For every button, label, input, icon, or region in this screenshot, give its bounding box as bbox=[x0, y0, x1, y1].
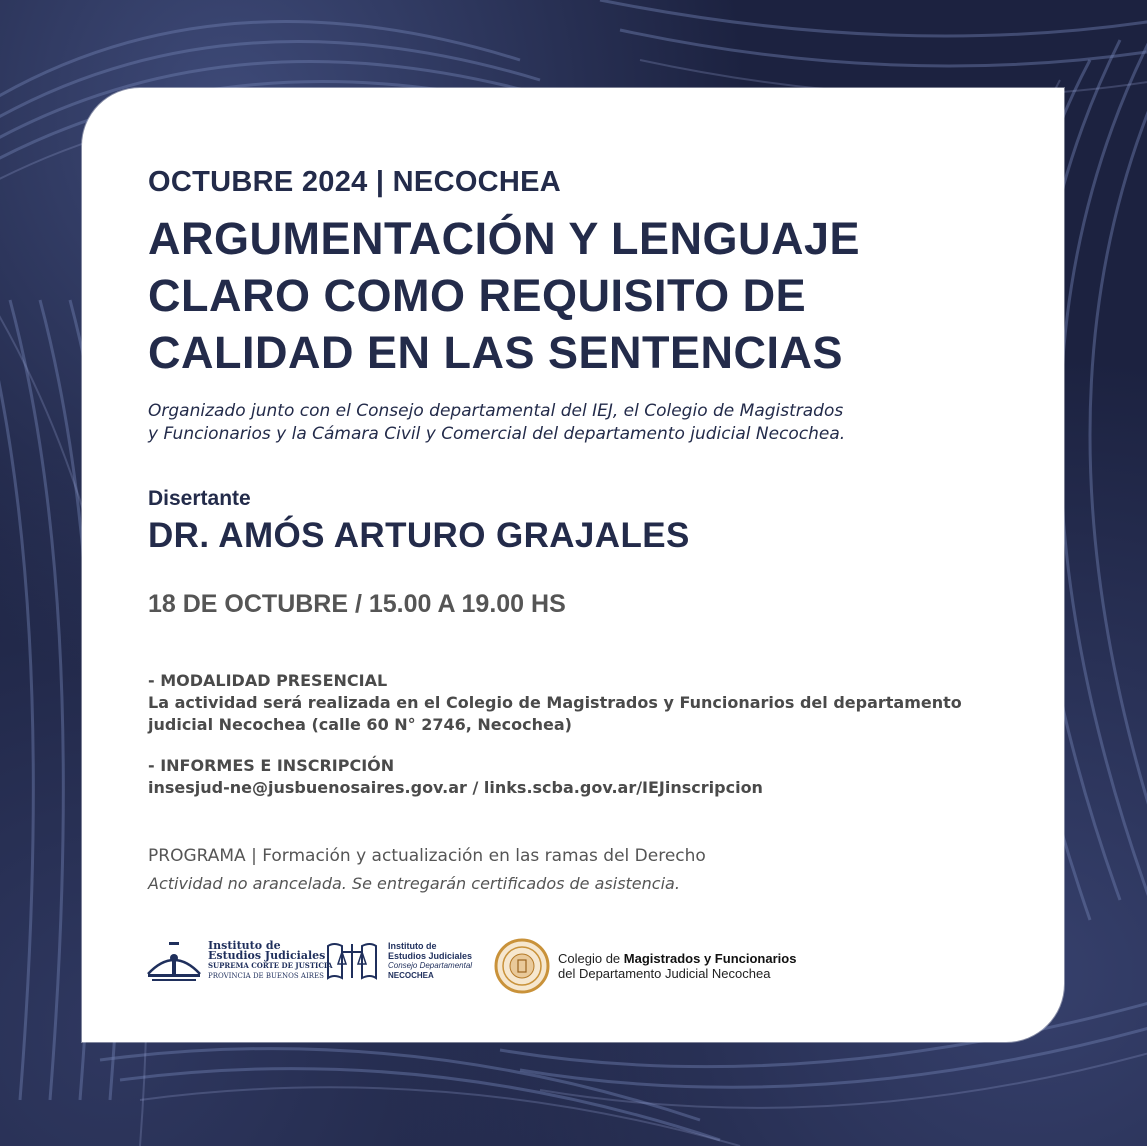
colegio-seal-icon bbox=[494, 938, 550, 994]
iej-line: Estudios Judiciales bbox=[208, 949, 326, 962]
program-line: PROGRAMA | Formación y actualización en las ramas del Derecho bbox=[148, 846, 706, 866]
temple-icon bbox=[144, 938, 204, 984]
speaker-label: Disertante bbox=[148, 487, 251, 510]
iej-necochea-line: Consejo Departamental bbox=[388, 961, 473, 970]
iej-line: PROVINCIA DE BUENOS AIRES bbox=[208, 972, 324, 980]
iej-necochea-line: Estudios Judiciales bbox=[388, 951, 473, 961]
iej-necochea-line: NECOCHEA bbox=[388, 971, 434, 980]
title-line: ARGUMENTACIÓN Y LENGUAJE bbox=[148, 213, 861, 264]
modality-heading: - MODALIDAD PRESENCIAL bbox=[148, 671, 388, 690]
event-date-location: OCTUBRE 2024 | NECOCHEA bbox=[148, 166, 562, 198]
content-card bbox=[82, 88, 1064, 1042]
iej-line: SUPREMA CORTE DE JUSTICIA bbox=[208, 961, 333, 970]
modality-section bbox=[148, 670, 1008, 736]
certificate-note: Actividad no arancelada. Se entregarán certificados de asistencia. bbox=[148, 874, 680, 893]
logo-strip bbox=[144, 938, 1024, 1008]
modality-line: judicial Necochea (calle 60 N° 2746, Necochea) bbox=[148, 715, 572, 734]
info-heading: - INFORMES E INSCRIPCIÓN bbox=[148, 756, 395, 775]
intro-line: Organizado junto con el Consejo departamental del IEJ, el Colegio de Magistrados bbox=[148, 401, 844, 421]
title-line: CLARO COMO REQUISITO DE bbox=[148, 270, 807, 321]
speaker-name: DR. AMÓS ARTURO GRAJALES bbox=[148, 516, 690, 555]
intro-line: y Funcionarios y la Cámara Civil y Comercial del departamento judicial Necochea. bbox=[148, 424, 846, 444]
event-schedule: 18 DE OCTUBRE / 15.00 A 19.00 HS bbox=[148, 590, 566, 618]
iej-necochea-line: Instituto de bbox=[388, 941, 437, 951]
scales-of-justice-icon bbox=[322, 938, 382, 984]
iej-logo bbox=[144, 938, 333, 984]
iej-line: Instituto de bbox=[208, 939, 281, 952]
organizers-intro bbox=[148, 400, 1008, 446]
colegio-bold: Magistrados y Funcionarios bbox=[623, 951, 797, 966]
colegio-prefix: Colegio de bbox=[558, 951, 621, 966]
event-title bbox=[148, 210, 1028, 381]
colegio-line bbox=[558, 951, 796, 966]
colegio-logo bbox=[494, 938, 796, 994]
contact-links[interactable]: insesjud-ne@jusbuenosaires.gov.ar / links.scba.gov.ar/IEJinscripcion bbox=[148, 778, 763, 797]
title-line: CALIDAD EN LAS SENTENCIAS bbox=[148, 327, 844, 378]
modality-line: La actividad será realizada en el Colegio de Magistrados y Funcionarios del departamento bbox=[148, 693, 962, 712]
info-section bbox=[148, 755, 1008, 799]
iej-necochea-logo bbox=[322, 938, 472, 984]
colegio-line: del Departamento Judicial Necochea bbox=[558, 966, 771, 981]
